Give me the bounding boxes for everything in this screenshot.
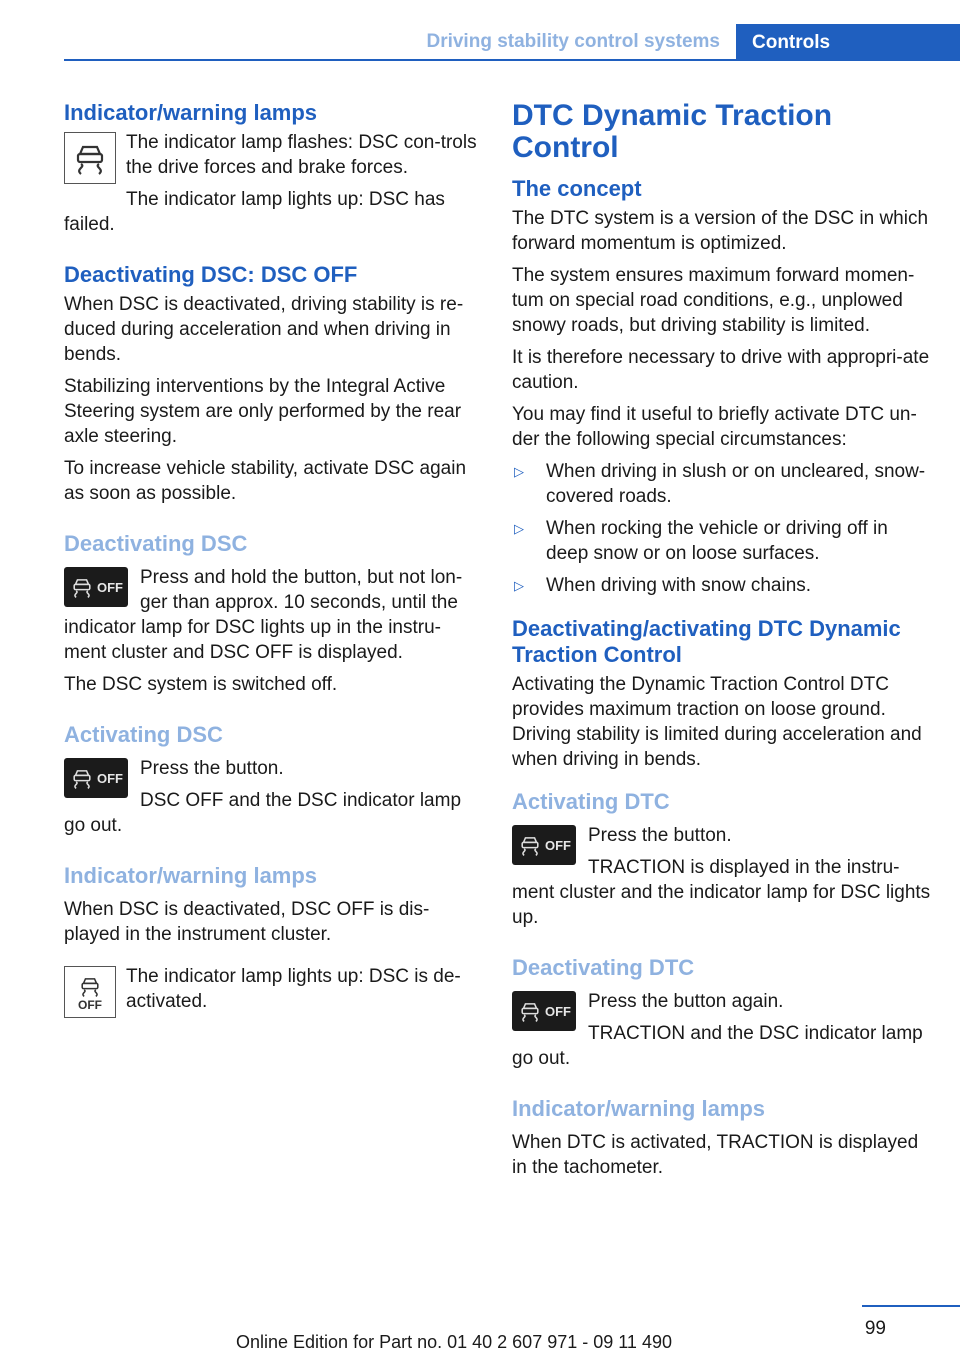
dsc-skid-lamp-icon — [64, 132, 116, 184]
indicator-lamps-subheading: Indicator/warning lamps — [64, 863, 318, 888]
indicator-lamps-subheading: Indicator/warning lamps — [512, 1096, 766, 1121]
text: The indicator lamp flashes: DSC con-trols the drive forces and brake forces. — [126, 132, 477, 178]
section-title: Driving stability control systems — [426, 31, 720, 52]
header-rule — [64, 59, 960, 61]
text: When DSC is deactivated, driving stability is re-duced during acceleration and when driving in bends. — [64, 294, 464, 365]
off-label: OFF — [78, 998, 102, 1012]
text: Press the button again. — [588, 991, 784, 1012]
edition-line: Online Edition for Part no. 01 40 2 607 971 - 09 11 490 — [236, 1332, 672, 1352]
text: When DSC is deactivated, DSC OFF is dis-played in the instrument cluster. — [64, 899, 430, 945]
text: It is therefore necessary to drive with appropri-ate caution. — [512, 347, 930, 393]
off-label: OFF — [545, 837, 571, 853]
text: The indicator lamp lights up: DSC has failed. — [64, 189, 445, 235]
text: To increase vehicle stability, activate DSC again as soon as possible. — [64, 458, 467, 504]
circumstances-list — [512, 459, 932, 598]
deactivating-dtc-heading: Deactivating/activating DTC Dynamic Traction Control — [512, 616, 901, 667]
dsc-off-lamp-icon — [64, 966, 116, 1018]
activate-dtc-block — [512, 823, 932, 937]
list-item: ▷ When driving with snow chains. — [514, 575, 812, 596]
chapter-tab: Controls — [736, 24, 960, 61]
text: Stabilizing interventions by the Integral Active Steering system are only performed by the rear axle steering. — [64, 376, 462, 447]
deactivate-dtc-block — [512, 989, 932, 1078]
text: The indicator lamp lights up: DSC is de-activated. — [126, 966, 461, 1012]
text: When DTC is activated, TRACTION is displayed in the tachometer. — [512, 1132, 919, 1178]
dsc-off-button-icon — [64, 758, 128, 798]
deactivate-dsc-block — [64, 565, 482, 672]
text: The system ensures maximum forward momen-tum on special road conditions, e.g., unplowed snowy roads, but driving stability is limited. — [512, 265, 915, 336]
dsc-off-button-icon — [64, 567, 128, 607]
dtc-title: DTC Dynamic Traction Control — [512, 99, 833, 164]
list-item: ▷ When driving in slush or on uncleared, snow-covered roads. — [514, 461, 926, 507]
right-column — [512, 100, 932, 1187]
text: TRACTION and the DSC indicator lamp go out. — [512, 1023, 923, 1069]
page-header — [64, 24, 960, 61]
activating-dtc-subheading: Activating DTC — [512, 789, 670, 814]
triangle-bullet-icon: ▷ — [514, 521, 524, 536]
text: The DTC system is a version of the DSC in which forward momentum is optimized. — [512, 208, 929, 254]
text: You may find it useful to briefly activate DTC un-der the following special circumstances: — [512, 404, 917, 450]
off-label: OFF — [97, 579, 123, 595]
off-label: OFF — [97, 770, 123, 786]
deactivating-dtc-subheading: Deactivating DTC — [512, 955, 695, 980]
dsc-off-button-icon — [512, 991, 576, 1031]
indicator-lamp-block — [64, 130, 482, 244]
text: DSC OFF and the DSC indicator lamp go out. — [64, 790, 462, 836]
off-label: OFF — [545, 1003, 571, 1019]
deactivating-dsc-heading: Deactivating DSC: DSC OFF — [64, 262, 358, 287]
text: Press the button. — [588, 825, 732, 846]
indicator-lamps-heading: Indicator/warning lamps — [64, 100, 318, 125]
text: Press and hold the button, but not lon-ger than approx. 10 seconds, until the indicator lamp for DSC lights up in the instru-ment cluster and DSC OFF is displayed. — [64, 567, 463, 663]
triangle-bullet-icon: ▷ — [514, 464, 524, 479]
page-number: 99 — [864, 1318, 886, 1339]
concept-heading: The concept — [512, 176, 642, 201]
text: TRACTION is displayed in the instru-ment cluster and the indicator lamp for DSC lights up. — [512, 857, 931, 928]
text: Press the button. — [140, 758, 284, 779]
activating-dsc-subheading: Activating DSC — [64, 722, 223, 747]
footer-rule — [862, 1305, 960, 1307]
deactivating-dsc-subheading: Deactivating DSC — [64, 531, 248, 556]
dsc-off-button-icon — [512, 825, 576, 865]
list-item: ▷ When rocking the vehicle or driving off in deep snow or on loose surfaces. — [514, 518, 888, 564]
text: The DSC system is switched off. — [64, 674, 338, 695]
text: Activating the Dynamic Traction Control DTC provides maximum traction on loose ground. Driving stability is limited during acceleration and when driving in bends. — [512, 674, 922, 770]
triangle-bullet-icon: ▷ — [514, 578, 524, 593]
left-column — [64, 100, 482, 1022]
dsc-off-lamp-block — [64, 964, 482, 1022]
activate-dsc-block — [64, 756, 482, 845]
